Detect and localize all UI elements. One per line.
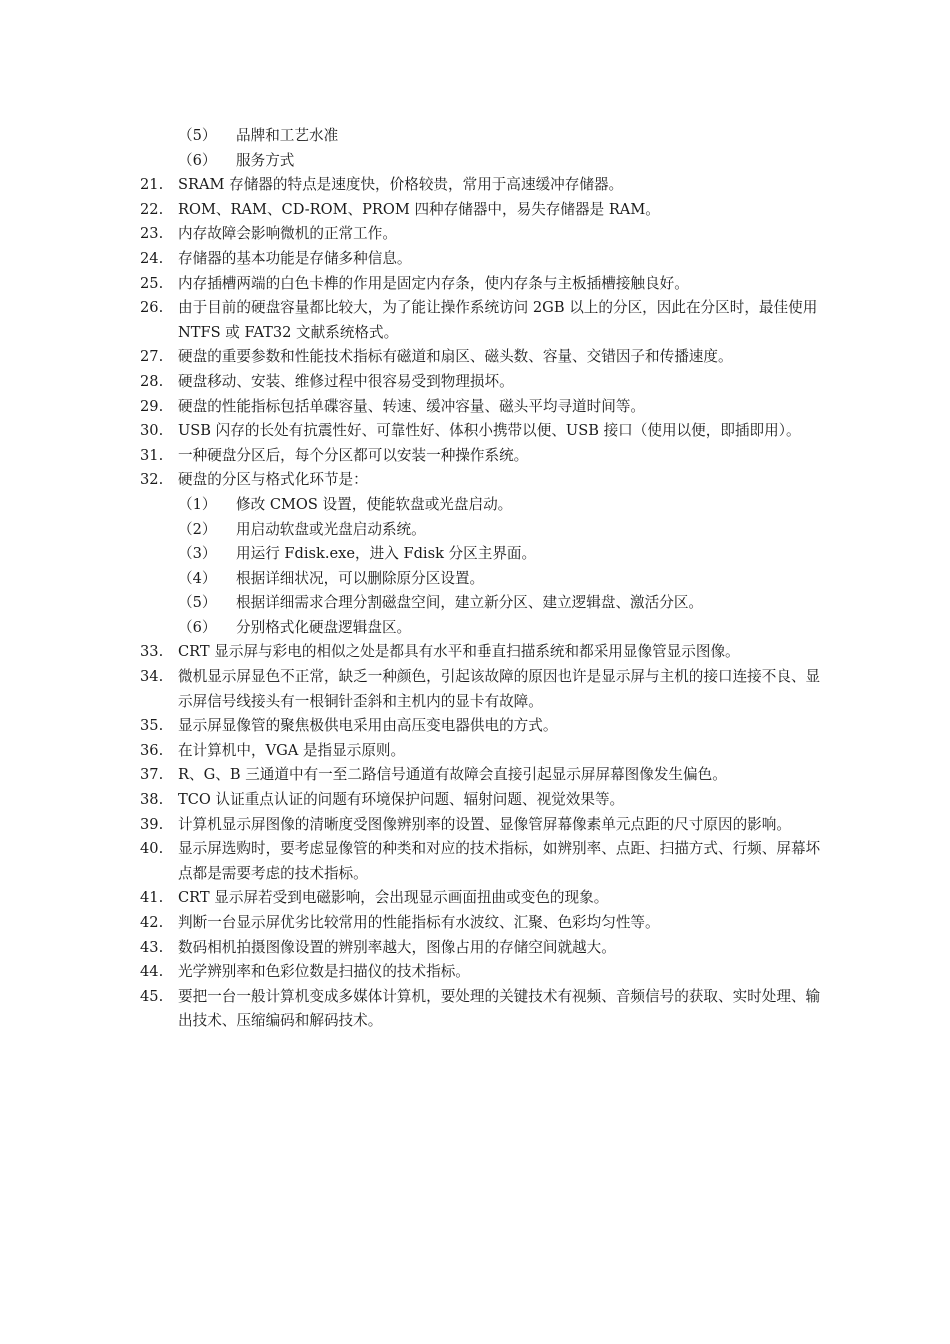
item-text: 数码相机拍摄图像设置的辨别率越大，图像占用的存储空间就越大。 — [178, 938, 616, 956]
item-number: 32. — [140, 471, 164, 489]
item-text: USB 闪存的长处有抗震性好、可靠性好、体积小携带以便、USB 接口（使用以便，即插即用）。 — [178, 422, 801, 440]
item-text: 光学辨别率和色彩位数是扫描仪的技术指标。 — [178, 963, 470, 981]
item-text: 用运行 Fdisk.exe，进入 Fdisk 分区主界面。 — [236, 545, 537, 563]
item-number: 35. — [140, 717, 164, 735]
item-text: 内存插槽两端的白色卡榫的作用是固定内存条，使内存条与主板插槽接触良好。 — [178, 274, 689, 292]
item-text: 存储器的基本功能是存储多种信息。 — [178, 249, 412, 267]
item-number: 42. — [140, 914, 164, 931]
list-item — [140, 370, 830, 395]
item-text: CRT 显示屏若受到电磁影响，会出现显示画面扭曲或变色的现象。 — [178, 889, 609, 907]
list-item — [140, 173, 830, 198]
item-number: 24. — [140, 249, 164, 267]
item-number: 26. — [140, 299, 164, 317]
item-text: 根据详细需求合理分割磁盘空间，建立新分区、建立逻辑盘、激活分区。 — [236, 594, 704, 612]
list-item — [140, 124, 830, 149]
item-text: 硬盘移动、安装、维修过程中很容易受到物理损坏。 — [178, 372, 514, 390]
item-text: R、G、B 三通道中有一至二路信号通道有故障会直接引起显示屏屏幕图像发生偏色。 — [178, 766, 727, 784]
list-item — [140, 198, 830, 223]
item-text: 显示屏选购时，要考虑显像管的种类和对应的技术指标，如辨别率、点距、扫描方式、行频、屏幕坏点都是需要考虑的技术指标。 — [178, 840, 821, 882]
item-number: 27. — [140, 348, 164, 366]
item-number: 41. — [140, 889, 164, 907]
list-item — [140, 149, 830, 174]
list-item — [140, 911, 830, 936]
item-number: 33. — [140, 643, 164, 661]
list-item — [140, 345, 830, 370]
document-body — [140, 124, 830, 1034]
item-number: 29. — [140, 397, 164, 415]
item-text: 显示屏显像管的聚焦极供电采用由高压变电器供电的方式。 — [178, 717, 558, 735]
list-item — [140, 468, 830, 493]
item-marker: （4） — [178, 569, 217, 587]
item-number: 25. — [140, 274, 164, 292]
list-item — [140, 247, 830, 272]
sub-list-item — [140, 518, 830, 543]
item-number: 40. — [140, 840, 164, 858]
list-item — [140, 222, 830, 247]
list-item — [140, 739, 830, 764]
item-number: 23. — [140, 225, 164, 243]
item-text: 硬盘的性能指标包括单碟容量、转速、缓冲容量、磁头平均寻道时间等。 — [178, 397, 646, 415]
list-item — [140, 714, 830, 739]
list-item — [140, 444, 830, 469]
item-text: 分别格式化硬盘逻辑盘区。 — [236, 618, 412, 636]
item-text: 根据详细状况，可以删除原分区设置。 — [236, 569, 485, 587]
item-number: 28. — [140, 372, 164, 390]
item-number: 22. — [140, 200, 164, 218]
item-number: 21. — [140, 176, 164, 194]
item-text: 用启动软盘或光盘启动系统。 — [236, 520, 426, 538]
sub-list-item — [140, 493, 830, 518]
item-text: 一种硬盘分区后，每个分区都可以安装一种操作系统。 — [178, 446, 529, 464]
item-text: 要把一台一般计算机变成多媒体计算机，要处理的关键技术有视频、音频信号的获取、实时处理、输出技术、压缩编码和解码技术。 — [178, 987, 821, 1030]
sub-list-item — [140, 542, 830, 567]
item-text: 品牌和工艺水准 — [236, 127, 339, 144]
list-item — [140, 788, 830, 813]
list-item — [140, 763, 830, 788]
item-text: 服务方式 — [236, 151, 295, 169]
item-marker: （3） — [178, 545, 217, 563]
item-marker: （1） — [178, 495, 217, 513]
sub-list-item — [140, 591, 830, 616]
item-number: 44. — [140, 963, 164, 981]
item-marker: （6） — [178, 618, 217, 636]
item-text: ROM、RAM、CD-ROM、PROM 四种存储器中，易失存储器是 RAM。 — [178, 200, 660, 218]
item-number: 31. — [140, 446, 164, 464]
list-item — [140, 886, 830, 911]
sub-list-item — [140, 567, 830, 592]
list-item — [140, 640, 830, 665]
item-marker: （6） — [178, 151, 217, 169]
item-text: SRAM 存储器的特点是速度快，价格较贵，常用于高速缓冲存储器。 — [178, 176, 624, 194]
item-number: 30. — [140, 422, 164, 440]
item-number: 36. — [140, 741, 164, 759]
item-number: 39. — [140, 815, 164, 833]
item-text: 判断一台显示屏优劣比较常用的性能指标有水波纹、汇聚、色彩均匀性等。 — [178, 914, 660, 931]
item-number: 38. — [140, 791, 164, 809]
item-text: CRT 显示屏与彩电的相似之处是都具有水平和垂直扫描系统和都采用显像管显示图像。 — [178, 643, 740, 661]
list-item — [140, 813, 830, 838]
item-text: 微机显示屏显色不正常，缺乏一种颜色，引起该故障的原因也许是显示屏与主机的接口连接不良、显示屏信号线接头有一根铜针歪斜和主机内的显卡有故障。 — [178, 668, 821, 710]
list-item — [140, 960, 830, 985]
list-item — [140, 665, 830, 714]
item-number: 34. — [140, 668, 164, 686]
item-text: 硬盘的重要参数和性能技术指标有磁道和扇区、磁头数、容量、交错因子和传播速度。 — [178, 348, 733, 366]
item-number: 45. — [140, 987, 164, 1005]
item-marker: （2） — [178, 520, 217, 538]
sub-list-item — [140, 616, 830, 641]
item-text: TCO 认证重点认证的问题有环境保护问题、辐射问题、视觉效果等。 — [178, 791, 625, 809]
list-item — [140, 395, 830, 420]
item-number: 43. — [140, 938, 164, 956]
list-item — [140, 837, 830, 886]
list-item — [140, 272, 830, 297]
item-text: 在计算机中，VGA 是指显示原则。 — [178, 741, 406, 759]
list-item — [140, 985, 830, 1034]
item-marker: （5） — [178, 127, 217, 144]
item-text: 内存故障会影响微机的正常工作。 — [178, 225, 397, 243]
item-number: 37. — [140, 766, 164, 784]
list-item — [140, 296, 830, 345]
item-text: 计算机显示屏图像的清晰度受图像辨别率的设置、显像管屏幕像素单元点距的尺寸原因的影响。 — [178, 815, 791, 833]
list-item — [140, 936, 830, 961]
list-item — [140, 419, 830, 444]
item-text: 硬盘的分区与格式化环节是： — [178, 471, 368, 489]
item-text: 修改 CMOS 设置，使能软盘或光盘启动。 — [236, 495, 513, 513]
item-text: 由于目前的硬盘容量都比较大，为了能让操作系统访问 2GB 以上的分区，因此在分区时，最佳使用 NTFS 或 FAT32 文献系统格式。 — [178, 299, 818, 341]
item-marker: （5） — [178, 594, 217, 612]
